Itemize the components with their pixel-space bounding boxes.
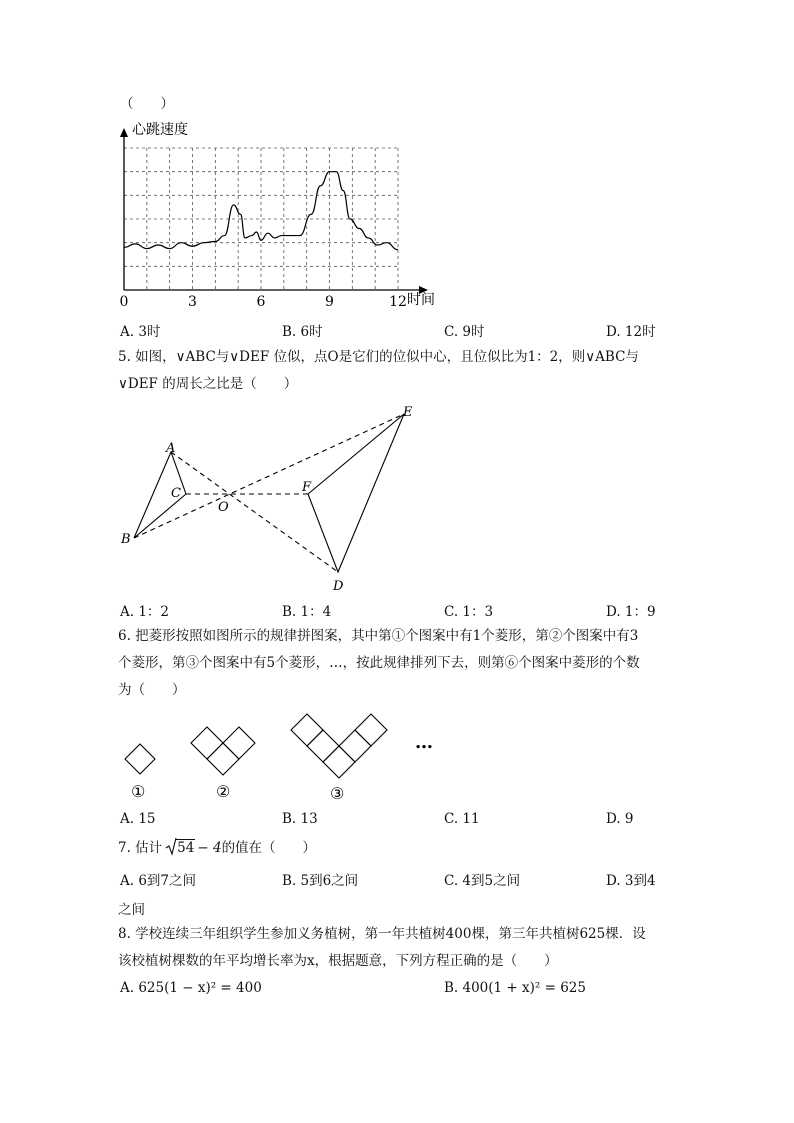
y-axis-label: 心跳速度 — [132, 122, 188, 138]
q5-option-b[interactable]: B. 1：4 — [282, 604, 332, 620]
q6-stem-line3: 为（ ） — [118, 682, 186, 698]
sqrt-sign-icon — [165, 837, 177, 857]
label-f: F — [302, 480, 312, 495]
label-c: C — [171, 486, 181, 501]
x-tick-label: 0 — [119, 294, 129, 310]
label-e: E — [403, 405, 413, 420]
q7-option-d[interactable]: D. 3到4 — [606, 873, 656, 889]
q7-stem — [118, 838, 316, 858]
homothety-figure — [110, 400, 430, 595]
sqrt-expression — [165, 838, 195, 858]
y-axis-arrow — [120, 128, 128, 137]
heart-rate-chart — [110, 118, 450, 313]
q5-option-a[interactable]: A. 1：2 — [120, 604, 170, 620]
triangle-def — [308, 414, 404, 572]
q4-bracket: （ ） — [120, 96, 174, 112]
pattern-3 — [291, 714, 387, 778]
label-a: A — [166, 441, 176, 456]
q6-option-c[interactable]: C. 11 — [444, 811, 480, 827]
q7-option-c[interactable]: C. 4到5之间 — [444, 873, 521, 889]
pattern-2 — [191, 727, 255, 775]
q7-prefix: 7. 估计 — [118, 840, 163, 856]
q4-option-a[interactable]: A. 3时 — [120, 324, 161, 340]
q5-stem-line1: 5. 如图，∨ABC与∨DEF 位似，点O是它们的位似中心，且位似比为1：2，则∨ABC与 — [118, 349, 639, 365]
pattern-1-rhombus — [125, 744, 155, 774]
q7-option-b[interactable]: B. 5到6之间 — [282, 873, 359, 889]
q7-minus: − 4 — [197, 840, 222, 856]
q5-stem-line2: ∨DEF 的周长之比是（ ） — [118, 376, 298, 392]
pattern-label-2: ② — [216, 782, 231, 801]
label-d: D — [333, 579, 344, 594]
x-tick-label: 6 — [256, 294, 266, 310]
q7-option-d-wrap: 之间 — [118, 902, 145, 918]
x-tick-label: 9 — [325, 294, 334, 310]
q7-suffix: 的值在（ ） — [221, 840, 317, 856]
pattern-label-3: ③ — [330, 784, 345, 803]
label-o: O — [218, 500, 229, 515]
q4-option-b[interactable]: B. 6时 — [282, 324, 323, 340]
x-tick-label: 3 — [188, 294, 197, 310]
q8-option-a[interactable]: A. 625(1 − x)² = 400 — [120, 980, 262, 996]
chart-grid — [124, 148, 398, 290]
label-b: B — [121, 532, 131, 547]
q4-option-c[interactable]: C. 9时 — [444, 324, 485, 340]
q8-stem-line1: 8. 学校连续三年组织学生参加义务植树，第一年共植树400棵，第三年共植树625棵．设 — [118, 926, 646, 942]
pattern-label-1: ① — [131, 782, 146, 801]
q6-stem-line1: 6. 把菱形按照如图所示的规律拼图案，其中第①个图案中有1个菱形，第②个图案中有3 — [118, 628, 639, 644]
q6-option-d[interactable]: D. 9 — [606, 811, 634, 827]
q7-option-a[interactable]: A. 6到7之间 — [120, 873, 197, 889]
q4-option-d[interactable]: D. 12时 — [606, 324, 656, 340]
q6-stem-line2: 个菱形，第③个图案中有5个菱形，…，按此规律排列下去，则第⑥个图案中菱形的个数 — [118, 655, 640, 671]
q8-option-b[interactable]: B. 400(1 + x)² = 625 — [444, 980, 586, 996]
q7-radicand: 54 — [177, 840, 195, 856]
q6-option-a[interactable]: A. 15 — [120, 811, 156, 827]
q5-option-c[interactable]: C. 1：3 — [444, 604, 494, 620]
rhombus-patterns — [115, 705, 445, 805]
x-axis-label: 时间 — [407, 292, 435, 308]
q6-option-b[interactable]: B. 13 — [282, 811, 318, 827]
ellipsis-text: … — [415, 732, 433, 753]
q8-stem-line2: 该校植树棵数的年平均增长率为x，根据题意，下列方程正确的是（ ） — [118, 953, 558, 969]
x-tick-label: 12 — [389, 294, 407, 310]
q5-option-d[interactable]: D. 1：9 — [606, 604, 656, 620]
